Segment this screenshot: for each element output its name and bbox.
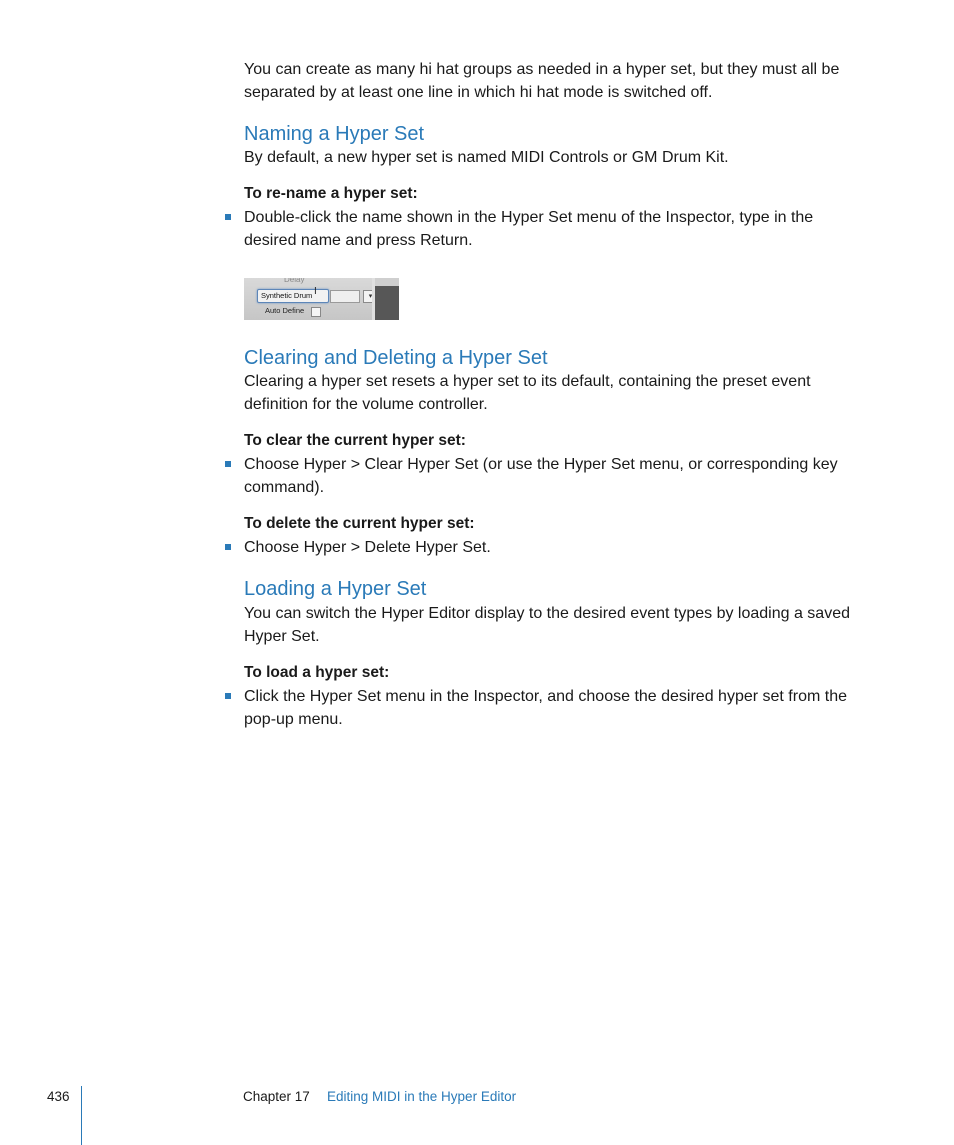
bullet-clear-text: Choose Hyper > Clear Hyper Set (or use the Hyper Set menu, or corresponding key command). [244, 456, 838, 496]
bullet-load [244, 685, 864, 731]
loading-body [244, 602, 864, 648]
bullet-delete-text: Choose Hyper > Delete Hyper Set. [244, 539, 491, 556]
chapter-label: Chapter 17 [243, 1089, 310, 1104]
heading-loading: Loading a Hyper Set [244, 578, 427, 600]
heading-naming: Naming a Hyper Set [244, 123, 425, 145]
procedure-rename: To re-name a hyper set: [244, 185, 418, 202]
procedure-load: To load a hyper set: [244, 664, 390, 681]
clearing-body [244, 370, 864, 416]
auto-define-checkbox[interactable] [311, 307, 321, 317]
procedure-clear: To clear the current hyper set: [244, 432, 466, 449]
naming-body-text: By default, a new hyper set is named MIDI Controls or GM Drum Kit. [244, 149, 729, 166]
bullet-rename-text: Double-click the name shown in the Hyper Set menu of the Inspector, type in the desired name and press Return. [244, 209, 814, 249]
delay-label: Delay [284, 278, 305, 284]
bullet-clear [244, 453, 864, 499]
clearing-body-text: Clearing a hyper set resets a hyper set to its default, containing the preset event definition for the volume controller. [244, 373, 811, 413]
loading-body-text: You can switch the Hyper Editor display to the desired event types by loading a saved Hyper Set. [244, 605, 850, 645]
naming-body [244, 146, 864, 169]
page-number: 436 [47, 1089, 70, 1104]
footer-rule [81, 1086, 82, 1145]
hyper-set-menu-box[interactable] [330, 290, 360, 303]
chevron-down-icon[interactable]: ▾ [363, 290, 378, 303]
hyper-set-name-text: Synthetic Drum [261, 291, 313, 300]
bullet-square-icon [225, 693, 231, 699]
side-panel-top [375, 278, 399, 286]
auto-define-label: Auto Define [265, 306, 305, 315]
text-cursor-icon: I [314, 286, 317, 297]
procedure-delete: To delete the current hyper set: [244, 515, 475, 532]
bullet-rename [244, 206, 864, 252]
hyper-set-screenshot [244, 278, 399, 320]
bullet-load-text: Click the Hyper Set menu in the Inspector, and choose the desired hyper set from the pop-up menu. [244, 688, 847, 728]
intro-paragraph [244, 58, 864, 104]
bullet-square-icon [225, 544, 231, 550]
bullet-square-icon [225, 214, 231, 220]
intro-text: You can create as many hi hat groups as needed in a hyper set, but they must all be separated by at least one line in which hi hat mode is switched off. [244, 61, 840, 101]
bullet-square-icon [225, 461, 231, 467]
hyper-set-name-field[interactable] [257, 286, 329, 303]
chapter-title: Editing MIDI in the Hyper Editor [327, 1089, 517, 1104]
bullet-delete [244, 536, 864, 559]
heading-clearing: Clearing and Deleting a Hyper Set [244, 347, 548, 369]
